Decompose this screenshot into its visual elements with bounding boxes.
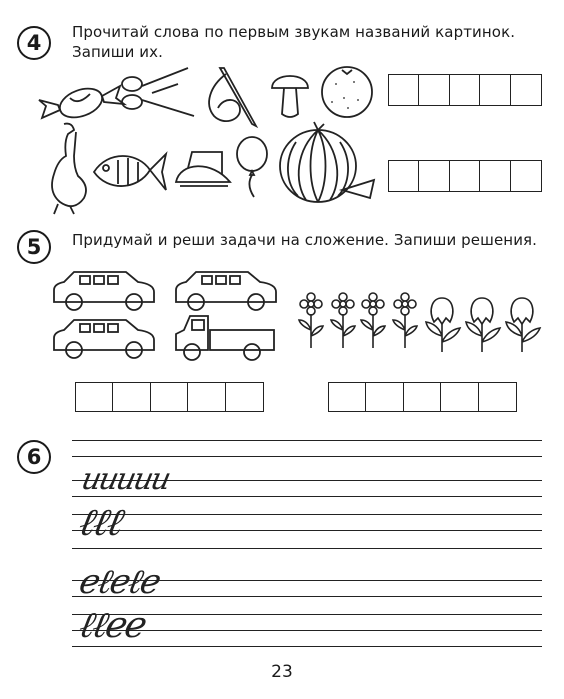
truck-picture — [172, 312, 278, 362]
task-4-text-line1: Прочитай слова по первым звукам названий картинок. — [72, 23, 516, 41]
task-4-instruction — [72, 22, 515, 62]
answer-cell[interactable] — [479, 160, 511, 192]
car-picture — [50, 268, 158, 314]
writing-line — [72, 646, 542, 647]
answer-cell[interactable] — [150, 382, 189, 412]
writing-line — [72, 530, 542, 531]
answer-cell[interactable] — [510, 74, 542, 106]
answer-cell[interactable] — [388, 74, 420, 106]
scissors-picture — [118, 64, 198, 122]
handwriting-sample-3: eℓeℓe — [75, 562, 163, 602]
bellflower-picture — [424, 294, 464, 354]
handwriting-sample-2: ℓℓℓ — [75, 500, 127, 544]
orange-picture — [318, 62, 376, 120]
writing-line — [72, 440, 542, 441]
handwriting-sample-4: ℓℓee — [75, 605, 149, 646]
answer-cell[interactable] — [225, 382, 264, 412]
fish-picture — [88, 146, 170, 200]
goose-picture — [44, 120, 90, 218]
answer-cells-solution-2[interactable] — [328, 382, 517, 412]
task-number-6: 6 — [17, 440, 51, 474]
answer-cell[interactable] — [75, 382, 114, 412]
answer-cell[interactable] — [328, 382, 367, 412]
daisy-picture — [328, 292, 358, 350]
answer-cell[interactable] — [418, 74, 450, 106]
writing-line — [72, 548, 542, 549]
car-picture — [172, 268, 280, 314]
answer-cell[interactable] — [403, 382, 442, 412]
writing-line — [72, 456, 542, 457]
page-number: 23 — [271, 662, 293, 682]
writing-line — [72, 514, 542, 515]
daisy-picture — [296, 292, 326, 350]
mushroom-picture — [268, 66, 312, 120]
watermelon-picture — [278, 120, 378, 206]
answer-cell[interactable] — [449, 74, 481, 106]
answer-cells-solution-1[interactable] — [75, 382, 264, 412]
daisy-picture — [358, 292, 388, 350]
answer-cell[interactable] — [449, 160, 481, 192]
handwriting-sample-1: uuuuu — [78, 462, 173, 497]
bellflower-picture — [464, 294, 504, 354]
answer-cell[interactable] — [388, 160, 420, 192]
answer-cells-word-1[interactable] — [388, 74, 542, 106]
task-number-5: 5 — [17, 230, 51, 264]
task-4-text-line2: Запиши их. — [72, 43, 163, 61]
task-number-4: 4 — [17, 26, 51, 60]
answer-cell[interactable] — [510, 160, 542, 192]
task-5-instruction: Придумай и реши задачи на сложение. Запиши решения. — [72, 231, 538, 249]
answer-cell[interactable] — [478, 382, 517, 412]
daisy-picture — [390, 292, 420, 350]
answer-cell[interactable] — [112, 382, 151, 412]
answer-cell[interactable] — [440, 382, 479, 412]
bellflower-picture — [504, 294, 544, 354]
answer-cell[interactable] — [418, 160, 450, 192]
answer-cells-word-2[interactable] — [388, 160, 542, 192]
answer-cell[interactable] — [187, 382, 226, 412]
answer-cell[interactable] — [365, 382, 404, 412]
answer-cell[interactable] — [479, 74, 511, 106]
balloon-picture — [232, 134, 272, 198]
needle-thread-picture — [200, 64, 266, 132]
car-picture — [50, 316, 158, 362]
iron-picture — [172, 142, 234, 196]
